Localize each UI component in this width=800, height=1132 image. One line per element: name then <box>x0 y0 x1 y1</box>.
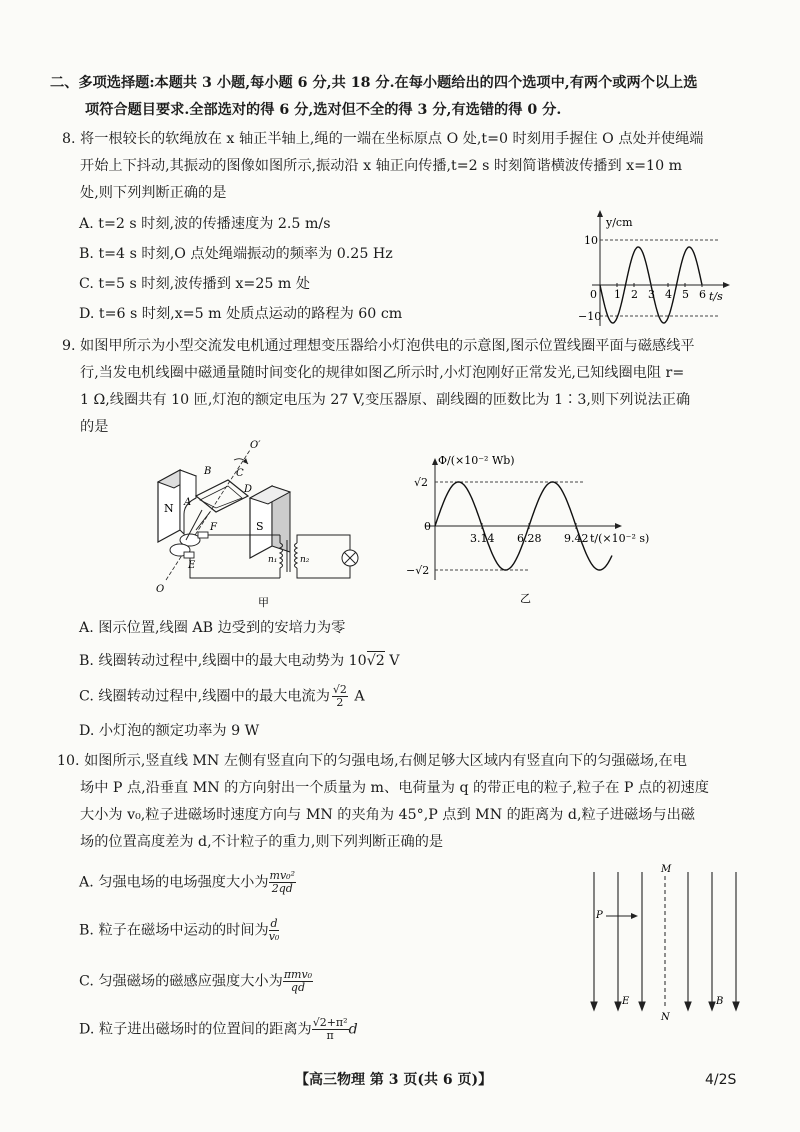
section-header-line1: 二、多项选择题:本题共 3 小题,每小题 6 分,共 18 分.在每小题给出的四个选项中,有两个或两个以上选 <box>50 75 698 91</box>
q10-option-c-text: C. 匀强磁场的磁感应强度大小为 <box>79 973 283 990</box>
q10-option-b-fraction <box>269 918 280 943</box>
q9-caption-yi: 乙 <box>520 592 531 605</box>
q9-option-c-fraction <box>332 684 348 709</box>
q9-option-b-radical: √2 <box>366 653 385 669</box>
q9-flux-graph <box>400 450 650 610</box>
q9-label-a: A <box>184 497 192 508</box>
q9-label-d: D <box>244 484 253 495</box>
q10-option-d-numerator: √2+π² <box>312 1016 348 1029</box>
q9-option-b-text: B. 线圈转动过程中,线圈中的最大电动势为 10 <box>79 653 367 669</box>
q9-label-b: B <box>204 466 212 477</box>
q10-option-a <box>79 870 296 895</box>
q9-ticks-label: 9.42 <box>564 532 589 545</box>
q9-option-b-unit: V <box>384 653 400 669</box>
q8-ticks-label: 3 <box>648 288 655 301</box>
section-header-line2: 项符合题目要求.全部选对的得 6 分,选对但不全的得 3 分,有选错的得 0 分. <box>85 102 562 118</box>
q9-label-o-prime: O′ <box>250 440 261 451</box>
q9-option-c-denominator: 2 <box>336 696 344 709</box>
q9-caption-jia: 甲 <box>258 596 269 608</box>
q10-option-a-text: A. 匀强电场的电场强度大小为 <box>79 874 269 891</box>
q10-option-b-text: B. 粒子在磁场中运动的时间为 <box>79 922 269 939</box>
q8-graph-ybottom: −10 <box>578 310 602 323</box>
q9-graph-xlabel: t/(×10⁻² s) <box>590 532 650 545</box>
q9-stem-line3: 1 Ω,线圈共有 10 匝,灯泡的额定电压为 27 V,变压器原、副线圈的匝数比为 1∶3,则下列说法正确 <box>80 392 691 408</box>
q10-option-a-numerator: mv₀² <box>269 869 295 882</box>
footer-code: 4/2S <box>705 1072 737 1088</box>
q10-option-c-fraction <box>283 969 313 994</box>
q9-label-e: E <box>188 560 196 571</box>
footer-page-label: 【高三物理 第 3 页(共 6 页)】 <box>295 1072 493 1088</box>
q9-graph-origin: 0 <box>424 520 431 533</box>
q8-ticks-label: 5 <box>682 288 689 301</box>
q10-label-m: M <box>661 864 672 875</box>
q8-ticks-label: 4 <box>665 288 672 301</box>
q8-graph-origin: 0 <box>590 288 597 301</box>
q9-label-o: O <box>156 584 165 595</box>
q8-option-d: D. t=6 s 时刻,x=5 m 处质点运动的路程为 60 cm <box>79 306 403 322</box>
q9-option-c-text: C. 线圈转动过程中,线圈中的最大电流为 <box>79 688 330 705</box>
q8-option-a: A. t=2 s 时刻,波的传播速度为 2.5 m/s <box>79 216 331 232</box>
q9-graph-ybottom: −√2 <box>406 564 430 577</box>
q10-label-p: P <box>596 910 603 921</box>
q8-stem-line2: 开始上下抖动,其振动的图像如图所示,振动沿 x 轴正向传播,t=2 s 时刻简谐横波传播到 x=10 m <box>80 158 683 174</box>
q10-option-c <box>79 969 313 994</box>
q8-vibration-graph <box>578 206 738 330</box>
q8-option-c: C. t=5 s 时刻,波传播到 x=25 m 处 <box>79 276 311 292</box>
q10-stem-line3: 大小为 v₀,粒子进磁场时速度方向与 MN 的夹角为 45°,P 点到 MN 的距离为 d,粒子进磁场与出磁 <box>80 807 695 823</box>
q8-ticks-label: 1 <box>614 288 621 301</box>
q9-option-d: D. 小灯泡的额定功率为 9 W <box>79 723 260 739</box>
q10-option-d-text: D. 粒子进出磁场时的位置间的距离为 <box>79 1021 312 1038</box>
q10-label-e: E <box>622 996 630 1007</box>
q9-option-c-numerator: √2 <box>332 683 347 696</box>
q10-option-a-fraction <box>269 870 296 895</box>
q8-graph-xlabel: t/s <box>709 290 723 303</box>
q9-graph-ylabel: Φ/(×10⁻² Wb) <box>438 454 515 467</box>
q10-option-d-fraction <box>312 1017 349 1042</box>
q8-graph-ytop: 10 <box>584 234 598 247</box>
q10-label-b: B <box>716 996 724 1007</box>
q8-stem-line3: 处,则下列判断正确的是 <box>80 185 227 201</box>
q10-option-b <box>79 918 279 943</box>
q9-stem-line1: 9. 如图甲所示为小型交流发电机通过理想变压器给小灯泡供电的示意图,图示位置线圈平面与磁感线平 <box>62 338 695 354</box>
q10-option-a-denominator: 2qd <box>271 882 293 895</box>
q10-stem-line4: 场的位置高度差为 d,不计粒子的重力,则下列判断正确的是 <box>80 834 444 850</box>
q10-option-c-denominator: qd <box>290 981 305 994</box>
q9-option-c <box>79 684 365 709</box>
q10-option-d <box>79 1017 358 1042</box>
q9-ticks-label: 6.28 <box>517 532 542 545</box>
q9-label-s: S <box>256 520 264 533</box>
q10-option-b-denominator: v₀ <box>268 930 280 943</box>
q9-graph-ytop: √2 <box>414 476 429 489</box>
q10-stem-line2: 场中 P 点,沿垂直 MN 的方向射出一个质量为 m、电荷量为 q 的带正电的粒子,粒子在 P 点的初速度 <box>80 780 709 796</box>
q9-option-b <box>79 650 400 672</box>
q10-field-figure <box>580 862 750 1022</box>
q10-option-d-denominator: π <box>326 1029 334 1042</box>
q9-option-a: A. 图示位置,线圈 AB 边受到的安培力为零 <box>79 620 346 636</box>
q10-option-b-numerator: d <box>270 917 278 930</box>
q9-ticks-label: 3.14 <box>470 532 495 545</box>
q10-option-d-suffix: d <box>348 1021 358 1038</box>
q10-option-c-numerator: πmv₀ <box>283 968 313 981</box>
q9-figure-generator <box>150 440 380 608</box>
q8-graph-ylabel: y/cm <box>606 216 633 229</box>
q9-option-c-unit: A <box>349 688 365 705</box>
q9-label-f: F <box>210 522 217 533</box>
q9-label-n: N <box>164 502 174 515</box>
q9-stem-line4: 的是 <box>80 419 109 435</box>
q9-label-n2: n₂ <box>300 555 310 565</box>
q8-option-b: B. t=4 s 时刻,O 点处绳端振动的频率为 0.25 Hz <box>79 246 393 262</box>
q9-stem-line2: 行,当发电机线圈中磁通量随时间变化的规律如图乙所示时,小灯泡刚好正常发光,已知线圈电阻 r= <box>80 365 685 381</box>
q8-ticks-label: 6 <box>699 288 706 301</box>
q9-label-n1: n₁ <box>268 555 278 565</box>
q8-ticks-label: 2 <box>631 288 638 301</box>
q10-stem-line1: 10. 如图所示,竖直线 MN 左侧有竖直向下的匀强电场,右侧足够大区域内有竖直向下的匀强磁场,在电 <box>57 753 687 769</box>
q9-label-c: C <box>236 468 244 479</box>
q10-label-n: N <box>661 1012 670 1022</box>
q8-stem-line1: 8. 将一根较长的软绳放在 x 轴正半轴上,绳的一端在坐标原点 O 处,t=0 时刻用手握住 O 点处并使绳端 <box>62 131 704 147</box>
